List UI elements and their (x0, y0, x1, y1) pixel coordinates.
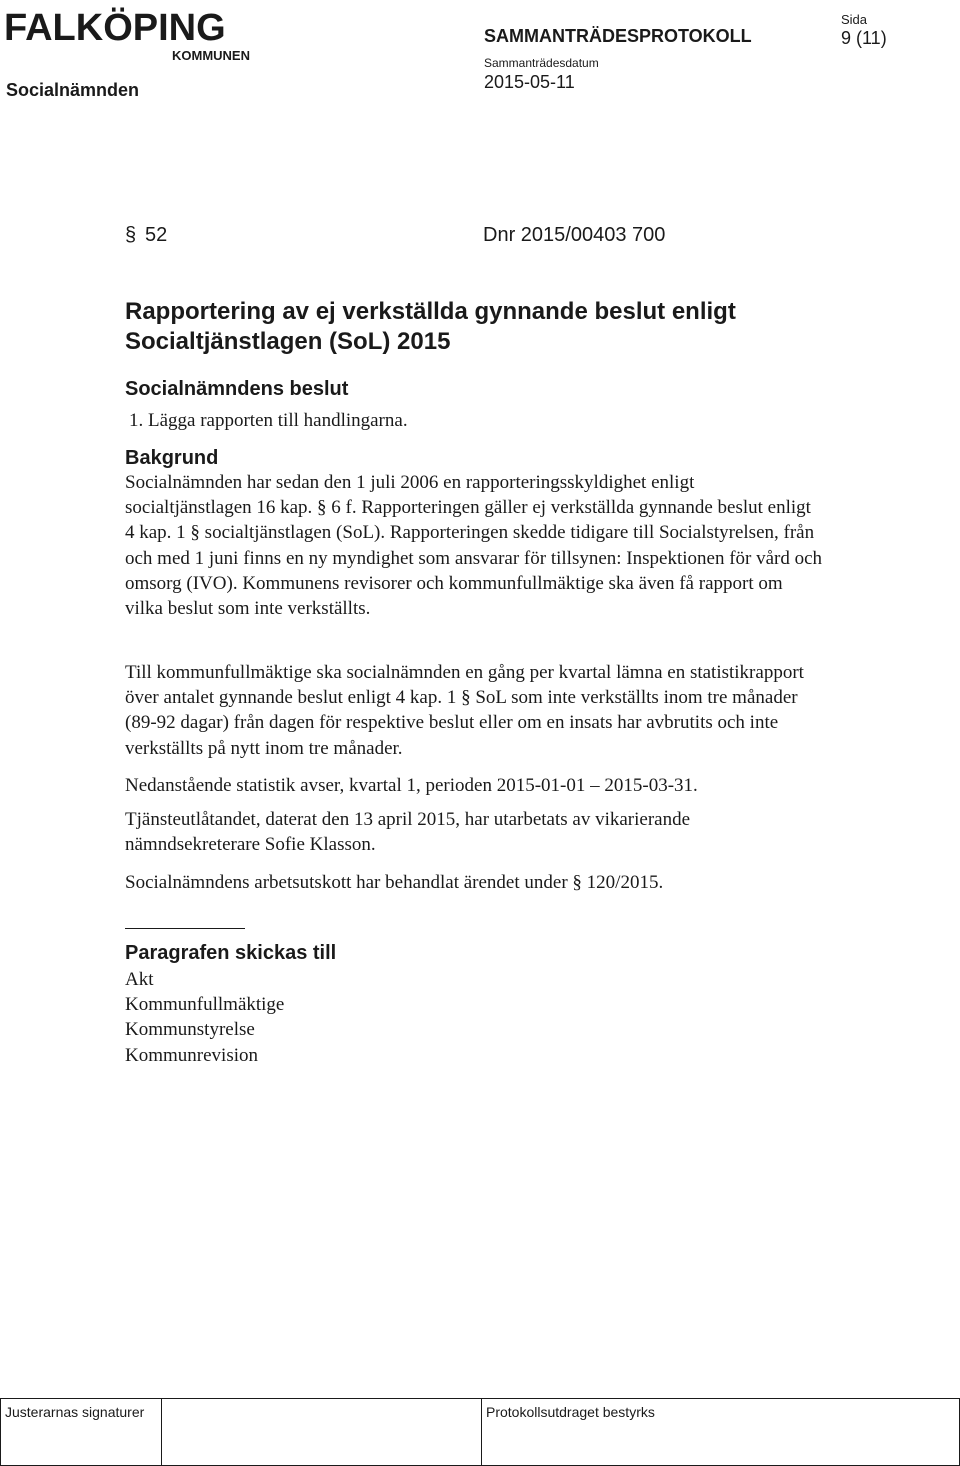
diary-number: Dnr 2015/00403 700 (483, 224, 666, 246)
signatures-cell (1, 1399, 162, 1465)
signature-footer (0, 1398, 960, 1466)
recipients-heading: Paragrafen skickas till (125, 942, 337, 964)
logo-text: FALKÖPING (4, 7, 226, 49)
background-paragraph: Tjänsteutlåtandet, daterat den 13 april 2015, har utarbetats av vikarierande nämndsekreterare Sofie Klasson. (125, 809, 691, 856)
paragraph-number: 52 (145, 224, 168, 246)
department-name: Socialnämnden (6, 80, 140, 100)
protocol-title: SAMMANTRÄDESPROTOKOLL (484, 26, 752, 46)
recipient-item: Akt (125, 969, 154, 990)
background-paragraph: Till kommunfullmäktige ska socialnämnden en gång per kvartal lämna en statistikrapport över antalet gynnande beslut enligt 4 kap. 1 § SoL som inte verkställts inom tre månader (89-92 dagar) från dagen för respektive beslut eller om en insats har avbrutits och inte verkställts på nytt inom tre månader. (125, 662, 804, 759)
decision-item: 1. Lägga rapporten till handlingarna. (129, 410, 408, 431)
meeting-date: 2015-05-11 (484, 72, 575, 92)
background-paragraph: Nedanstående statistik avser, kvartal 1, perioden 2015-01-01 – 2015-03-31. (125, 775, 698, 796)
document-title: Rapportering av ej verkställda gynnande beslut enligt Socialtjänstlagen (SoL) 2015 (125, 298, 736, 355)
falkoping-logo (4, 6, 254, 62)
recipients-list (125, 967, 284, 1068)
signatures-blank-cell (162, 1399, 482, 1465)
background-heading: Bakgrund (125, 447, 219, 469)
decision-heading: Socialnämndens beslut (125, 378, 349, 400)
meeting-date-label: Sammanträdesdatum (484, 56, 599, 70)
signatures-label: Justerarnas signaturer (5, 1404, 145, 1420)
page-number: 9 (11) (841, 28, 887, 48)
page-label: Sida (841, 12, 868, 27)
background-paragraph: Socialnämndens arbetsutskott har behandlat ärendet under § 120/2015. (125, 872, 664, 893)
recipient-item: Kommunfullmäktige (125, 994, 285, 1016)
recipient-item: Kommunrevision (125, 1044, 258, 1066)
section-divider (125, 928, 245, 929)
extract-label: Protokollsutdraget bestyrks (486, 1404, 655, 1420)
background-paragraph: Socialnämnden har sedan den 1 juli 2006 en rapporteringsskyldighet enligt socialtjänstlagen 16 kap. § 6 f. Rapporteringen gäller ej verkställda gynnande beslut enligt 4 kap. 1 § socialtjänstlagen (SoL). Rapporteringen skedde tidigare till Socialstyrelsen, från och med 1 juni finns en ny myndighet som ansvarar för tillsynen: Inspektionen för vård och omsorg (IVO). Kommunens revisorer och kommunfullmäktige ska även få rapport om vilka beslut som inte verkställts. (125, 472, 823, 620)
paragraph-sign: § (125, 224, 137, 246)
recipient-item: Kommunstyrelse (125, 1019, 255, 1041)
logo-subtext: KOMMUNEN (172, 48, 250, 62)
extract-cell (482, 1399, 959, 1465)
